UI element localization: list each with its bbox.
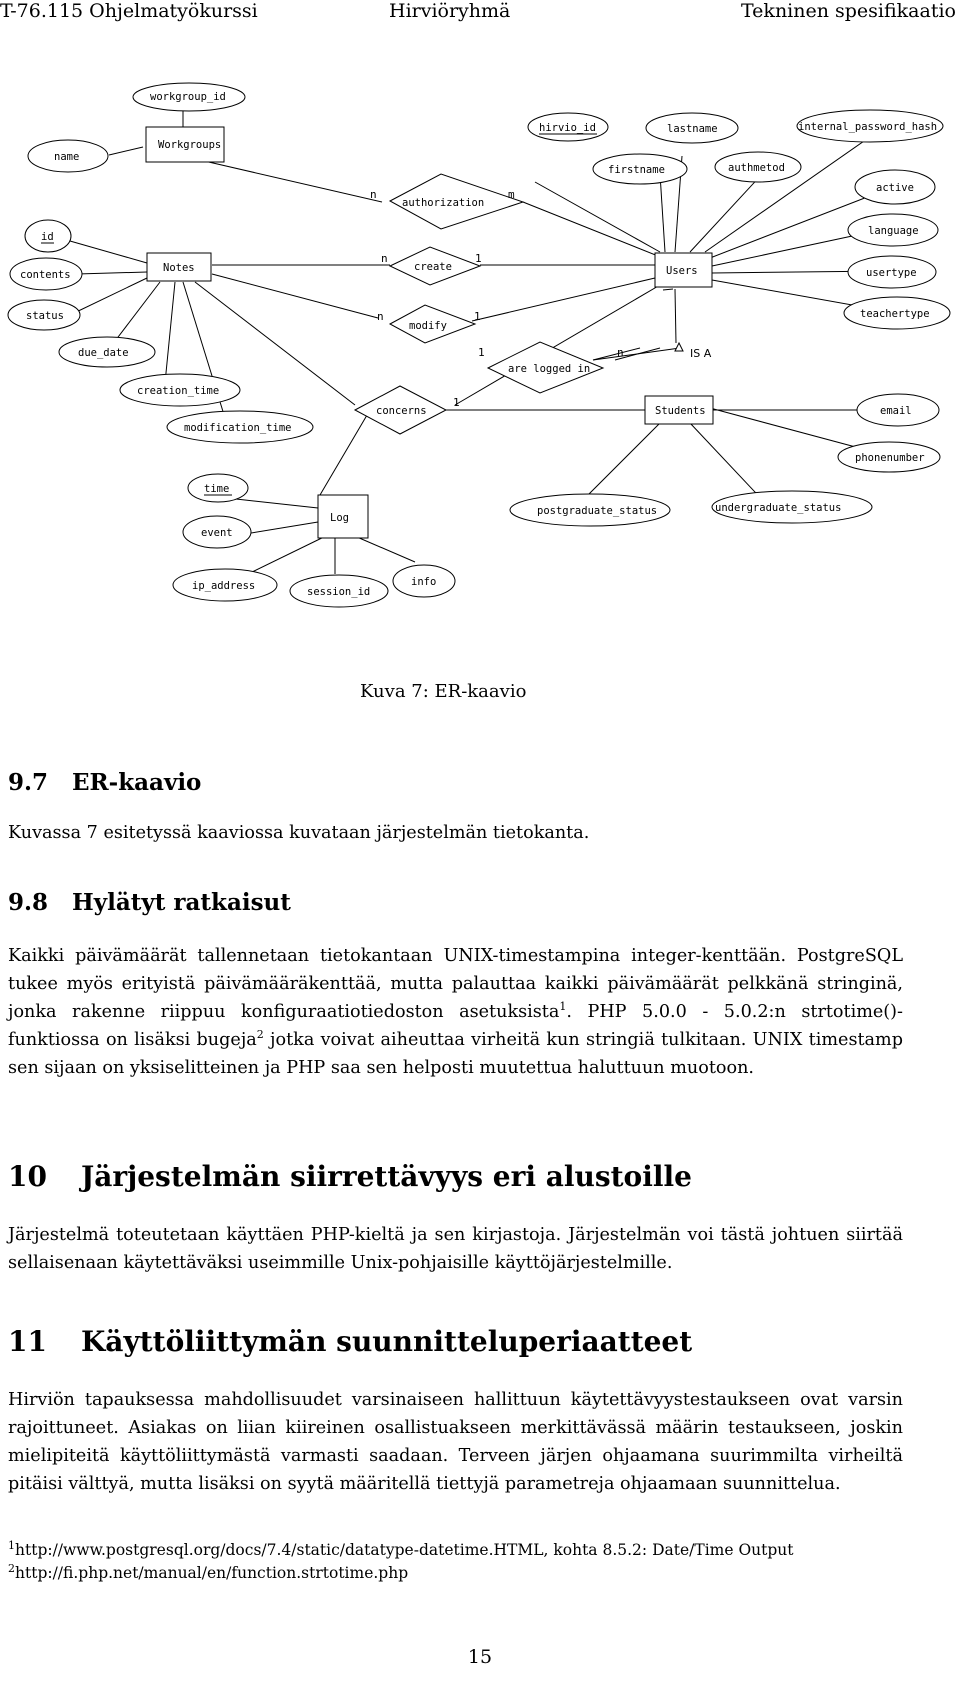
footnote-mark: 1 [8,1538,15,1552]
attribute-label: ip_address [192,580,256,592]
attribute-label: id [41,231,54,243]
attribute-label: phonenumber [855,452,925,464]
attribute-label: lastname [667,123,718,135]
attribute-label: workgroup_id [150,91,226,103]
cardinality-label: m [508,188,515,201]
section-title: Hylätyt ratkaisut [72,889,291,916]
er-diagram [0,60,960,660]
attribute-label: event [201,527,233,539]
cardinality-label: 1 [474,310,481,323]
header-course: T-76.115 Ohjelmatyökurssi [0,0,258,22]
attribute-label: active [876,182,914,194]
cardinality-label: 1 [453,396,460,409]
attribute-label: usertype [866,267,917,279]
attribute-label: email [880,405,912,417]
relationship-label: authorization [402,197,485,209]
attribute-label: time [204,483,230,495]
attribute-label: modification_time [184,422,292,434]
paragraph-text: Kaikki päivämäärät tallennetaan tietokantaan UNIX-timestampina integer-kenttään. PostgreSQL tukee myös erityistä päivämääräkenttää, mutta palauttaa kaikki päivämäärät pelkkänä stringinä, jonka rakenne riippuu konfiguraatiotiedoston asetuksista [8,946,903,1022]
attribute-label: undergraduate_status [715,502,842,514]
cardinality-label: 1 [478,346,485,359]
section-title: ER-kaavio [72,769,202,796]
section-10-text: Järjestelmä toteutetaan käyttäen PHP-kieltä ja sen kirjastoja. Järjestelmän voi tästä johtuen siirtää sellaisenaan käytettäväksi useimmille Unix-pohjaisille käyttöjärjestelmille. [8,1225,903,1273]
isa-label: IS A [690,347,712,360]
attribute-label: internal_password_hash [798,121,938,133]
header-document: Tekninen spesifikaatio [740,0,956,22]
section-title: Käyttöliittymän suunnitteluperiaatteet [80,1325,693,1358]
attribute-label: status [26,310,64,322]
figure-caption: Kuva 7: ER-kaavio [360,681,527,702]
cardinality-label: n [377,310,384,323]
attribute-label: language [868,225,919,237]
footnote-link[interactable]: http://fi.php.net/manual/en/function.strtotime.php [15,1564,409,1582]
section-heading-10 [8,1160,692,1193]
attribute-label: info [411,576,437,588]
section-title: Järjestelmän siirrettävyys eri alustoille [80,1160,692,1193]
relationship-label: concerns [376,405,427,417]
footnote-mark: 2 [8,1561,15,1575]
attribute-label: creation_time [137,385,220,397]
attribute-label: teachertype [860,308,930,320]
section-heading-11 [8,1325,692,1358]
footnote-1 [8,1539,794,1562]
section-number: 11 [8,1325,47,1358]
section-heading-9-7 [8,769,201,796]
relationship-label: modify [409,320,447,332]
page-number: 15 [467,1646,493,1668]
footnotes [8,1539,794,1585]
footnote-ref-2[interactable]: 2 [256,1028,264,1042]
cardinality-label: n [381,252,388,265]
entity-label: Log [330,512,349,524]
section-heading-9-8 [8,889,291,916]
attribute-label: authmetod [728,162,785,174]
entity-label: Workgroups [158,139,222,151]
attribute-label: firstname [608,164,665,176]
entity-label: Notes [163,262,195,274]
footnote-2 [8,1562,794,1585]
section-number: 10 [8,1160,47,1193]
section-9-8-text [8,942,903,1082]
paragraph-text: . PHP 5.0.0 - 5.0.2:n strtotime()-funktiossa on lisäksi bugeja [8,1002,903,1050]
footnote-link[interactable]: http://www.postgresql.org/docs/7.4/static/datatype-datetime.HTML, kohta 8.5.2: Date/Time Output [15,1541,794,1559]
section-number: 9.8 [8,889,49,916]
attribute-label: contents [20,269,71,281]
attribute-label: hirvio_id [539,122,596,134]
header-group: Hirviöryhmä [389,0,511,22]
section-11-text: Hirviön tapauksessa mahdollisuudet varsinaiseen hallittuun käytettävyystestaukseen ovat varsin rajoittuneet. Asiakas on liian kiireinen osallistuakseen merkittävässä määrin testaukseen, joskin mielipiteitä käyttöliittymästä varmasti saadaan. Terveen järjen ohjaamana suurimmilta virheiltä pitäisi välttyä, mutta lisäksi on syytä määritellä tiettyjä parametreja ohjaamaan suunnittelua. [8,1390,903,1494]
attribute-label: session_id [307,586,371,598]
relationships [355,174,603,434]
isa-triangle [675,343,683,351]
section-9-7-text: Kuvassa 7 esitetyssä kaaviossa kuvataan järjestelmän tietokanta. [8,823,590,843]
attribute-label: name [54,151,80,163]
relationship-label: are logged in [508,363,591,375]
section-number: 9.7 [8,769,49,796]
paragraph-text: jotka voivat aiheuttaa virheitä kun stringiä tulkitaan. UNIX timestamp sen sijaan on yksiselitteinen ja PHP saa sen helposti muutettua haluttuun muotoon. [8,1030,903,1078]
relationship-label: create [414,261,452,273]
entity-label: Users [666,265,698,277]
footnote-ref-1[interactable]: 1 [559,1000,567,1014]
cardinality-label: n [370,188,377,201]
entity-label: Students [655,405,706,417]
cardinality-label: n [617,346,624,359]
attribute-label: postgraduate_status [537,505,658,517]
attribute-label: due_date [78,347,129,359]
cardinality-label: 1 [475,252,482,265]
